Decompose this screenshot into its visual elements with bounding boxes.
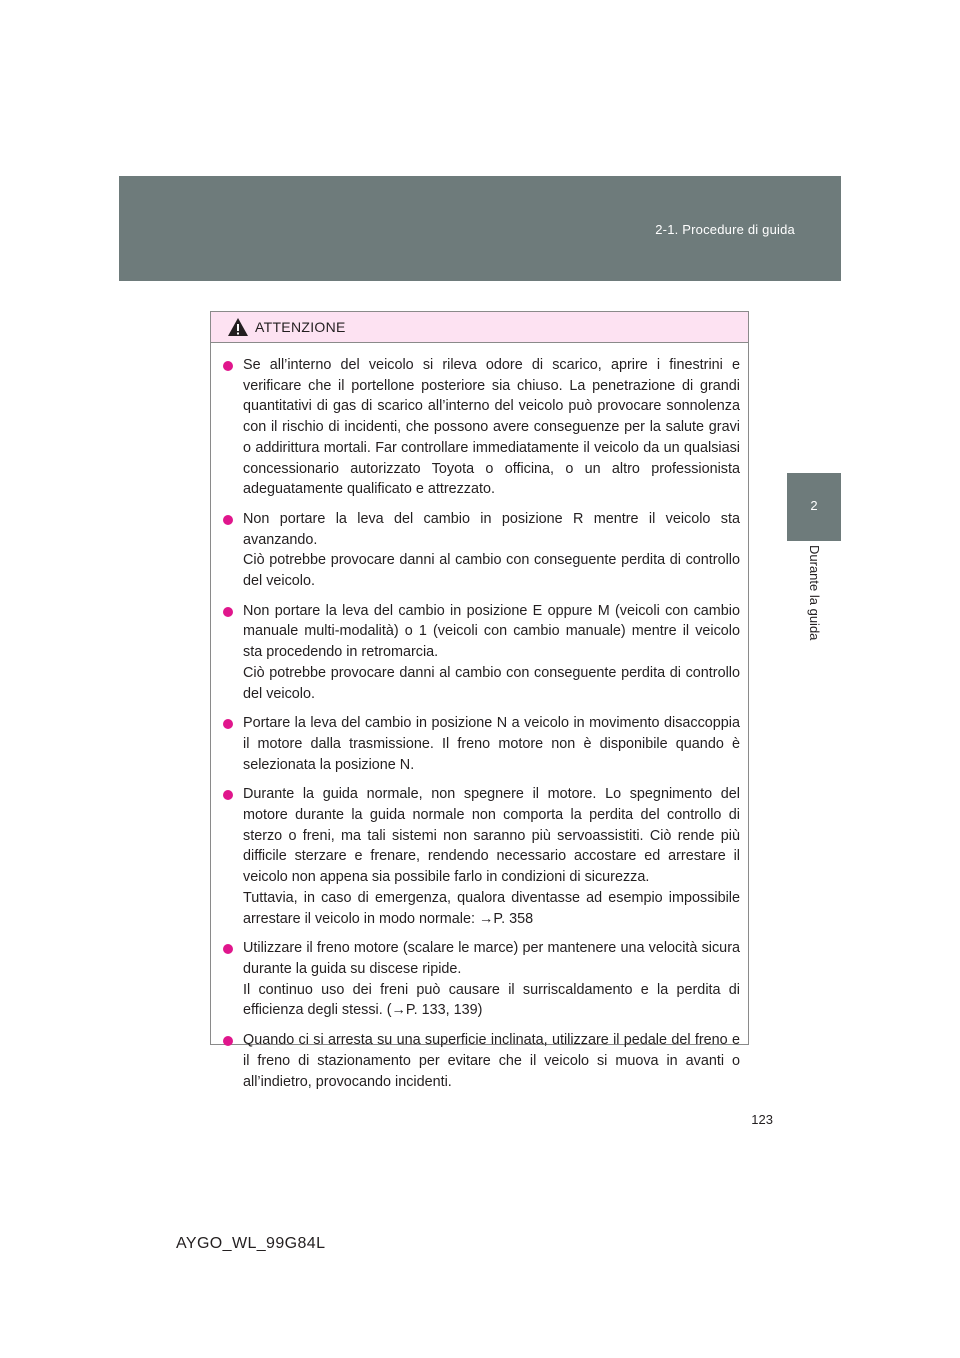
bullet-icon xyxy=(223,1036,233,1046)
warning-item-text: Utilizzare il freno motore (scalare le marce) per mantenere una velocità sicura durante la guida su discese ripide. xyxy=(243,940,740,977)
warning-item xyxy=(223,784,740,929)
chapter-number: 2 xyxy=(810,498,818,513)
warning-item-text: Non portare la leva del cambio in posizione E oppure M (veicoli con cambio manuale multi-modalità) o 1 (veicoli con cambio manuale) mentre il veicolo sta procedendo in retromarcia. xyxy=(243,602,740,661)
bullet-icon xyxy=(223,515,233,525)
warning-title: ATTENZIONE xyxy=(255,319,346,335)
warning-item-text: Non portare la leva del cambio in posizione R mentre il veicolo sta avanzando. xyxy=(243,510,740,548)
warning-item-text: Ciò potrebbe provocare danni al cambio con conseguente perdita di controllo del veicolo. xyxy=(243,664,740,702)
bullet-icon xyxy=(223,361,233,371)
bullet-icon xyxy=(223,719,233,729)
page-number: 123 xyxy=(751,1112,773,1127)
warning-header xyxy=(211,312,748,343)
bullet-icon xyxy=(223,607,233,617)
warning-triangle-icon xyxy=(227,317,249,337)
chapter-label-wrap xyxy=(787,545,841,665)
document-code: AYGO_WL_99G84L xyxy=(176,1235,326,1252)
warning-item xyxy=(223,713,740,775)
warning-item-text: Ciò potrebbe provocare danni al cambio con conseguente perdita di controllo del veicolo. xyxy=(243,552,740,590)
warning-item-text: Portare la leva del cambio in posizione N a veicolo in movimento disaccoppia il motore dalla trasmissione. Il freno motore non è disponibile quando è selezionata la posizione N. xyxy=(243,715,740,773)
warning-item-text: Se all’interno del veicolo si rileva odore di scarico, aprire i finestrini e verificare che il portellone posteriore sia chiuso. La penetrazione di grandi quantitativi di gas di scarico all’interno del veicolo può provocare sonnolenza con il rischio di incidenti, che possono avere conseguenze per la salute gravi o addirittura mortali. Far controllare immediatamente il veicolo da un qualsiasi concessionario autorizzato Toyota o officina, o un altro professionista adeguatamente qualificato e attrezzato. xyxy=(243,357,740,498)
warning-item-text: Durante la guida normale, non spegnere il motore. Lo spegnimento del motore durante la guida normale non comporta la perdita del controllo di sterzo o freni, ma tali sistemi non saranno più servoassistiti. Ciò rende più difficile sterzare e frenare, rendendo necessario accostare ed arrestare il veicolo non appena sia possibile farlo in condizioni di sicurezza. xyxy=(243,786,740,886)
bullet-icon xyxy=(223,944,233,954)
warning-item xyxy=(223,355,740,500)
bullet-icon xyxy=(223,790,233,800)
warning-item xyxy=(223,509,740,592)
chapter-tab xyxy=(787,473,841,541)
warning-item xyxy=(223,601,740,705)
warning-item-text: Quando ci si arresta su una superficie inclinata, utilizzare il pedale del freno e il freno di stazionamento per evitare che il veicolo si muova in avanti o all’indietro, provocando incidenti. xyxy=(243,1032,740,1090)
section-title: 2-1. Procedure di guida xyxy=(655,222,795,237)
warning-list xyxy=(211,343,748,1092)
header-band xyxy=(119,176,841,281)
warning-item xyxy=(223,938,740,1021)
warning-item-text: Tuttavia, in caso di emergenza, qualora diventasse ad esempio impossibile arrestare il veicolo in modo normale: →P. 358 xyxy=(243,889,740,927)
warning-box xyxy=(210,311,749,1090)
warning-item-text: Il continuo uso dei freni può causare il surriscaldamento e la perdita di efficienza degli stessi. (→P. 133, 139) xyxy=(243,981,740,1019)
chapter-label: Durante la guida xyxy=(807,545,822,641)
warning-item xyxy=(223,1030,740,1092)
